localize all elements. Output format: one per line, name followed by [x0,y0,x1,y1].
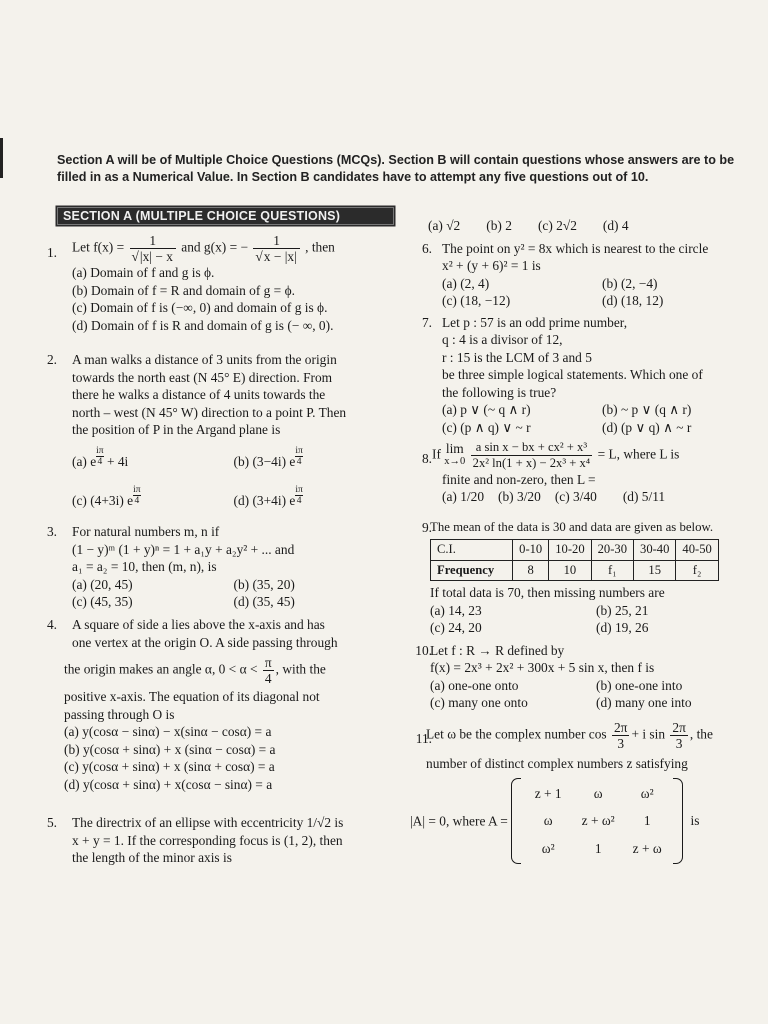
option-c: (c) y(cosα + sinα) + x (sinα + cosα) = a [64,759,275,774]
question-stem-line: north – west (N 45° W) direction to a point P. Then [72,404,347,420]
option-a: (a) one-one onto [430,677,519,693]
question-number: 5. [46,815,57,830]
option-a: (a) y(cosα − sinα) − x(sinα − cosα) = a [64,724,272,739]
question-stem: Let f(x) = $\frac{1}{√|x| - x}$ and g(x) = − $\frac{1}{√x - |x|}$ , then [72,233,335,264]
table-cell: f₁ [591,560,633,581]
option-c: (c) Domain of f is (−∞, 0) and domain of g is ϕ. [72,300,328,315]
option-d: (d) 4 [602,218,629,233]
question-number: 2. [46,352,57,367]
question-stem-line: Let f : R → R defined by [430,642,565,658]
option-a: (a) e $\frac{i\pi}{4} + 4i$ [72,445,129,469]
question-5 [35,814,395,867]
limit-fraction: $\frac{\text{a sin x − bx + cx² + x³}}{\text{2x² ln(1 + x) − 2x³ + x⁴}}$ [472,439,591,470]
question-stem-line: For natural numbers m, n if [72,524,220,539]
table-cell: 15 [634,560,676,581]
option-d: (d) (p ∨ q) ∧ ~ r [602,419,692,435]
question-stem-line: towards the north east (N 45° E) direction. From [72,369,333,385]
question-number: 11. [415,730,432,746]
question-number: 7. [421,314,432,330]
question-stem-line: x + y = 1. If the corresponding focus is (1, 2), then [72,832,343,848]
table-cell: C.I. [431,540,513,561]
question-number: 9. [421,519,432,535]
question-4 [35,616,395,806]
question-8 [410,440,762,519]
question-stem: Let ω be the complex number cos $\frac{2\pi}{3}$ + i sin $\frac{2\pi}{3}$ , the [426,719,713,751]
question-stem-line: x² + (y + 6)² = 1 is [442,258,541,273]
fraction-2pi-3: $\frac{2\pi}{3}$ [672,719,686,751]
table-cell: 10 [549,560,591,581]
question-stem-line: (1 − y)ᵐ (1 + y)ⁿ = 1 + a₁y + a₂y² + ... and [72,541,295,557]
option-b: (b) (2, −4) [602,275,658,291]
matrix-cell: ω [593,785,603,801]
option-c: (c) 24, 20 [430,620,482,635]
question-7 [410,314,762,440]
question-stem-line: The point on y² = 8x which is nearest to the circle [442,240,709,256]
table-cell: 0-10 [513,540,549,561]
fraction-2pi-3: $\frac{2\pi}{3}$ [613,719,628,751]
option-b: (b) (35, 20) [233,576,295,592]
table-cell: 10-20 [549,540,591,561]
table-cell: 20-30 [591,540,633,561]
table-cell: f₂ [676,560,718,581]
question-stem-line: q : 4 is a divisor of 12, [442,332,563,347]
question-number: 8. [421,450,432,466]
matrix-cell: ω² [541,840,555,856]
option-c: (c) (4+3i) e $\frac{i\pi}{4}$ [72,485,141,508]
question-stem-line: The mean of the data is 30 and data are given as below. [430,519,714,534]
instructions [57,152,757,186]
question-stem-line: the length of the minor axis is [72,850,232,865]
page-edge-mark [0,138,3,178]
question-stem-line: positive x-axis. The equation of its diagonal not [64,689,320,704]
fraction-f: $\frac{1}{√|x| - x}$ [130,233,176,264]
table-cell: 8 [513,560,549,581]
option-d: (d) 5/11 [622,489,666,504]
option-d: (d) (35, 45) [233,594,295,609]
option-a: (a) 1/20 [442,489,485,504]
fraction-pi-4: $\frac{\pi}{4}$ [264,655,272,686]
matrix-cell: ω [543,813,553,829]
matrix-a [511,778,683,864]
matrix-cell: 1 [594,840,602,856]
instructions-line-1: Section A will be of Multiple Choice Questions (MCQs). Section B will contain questions whose answers are to be [57,153,735,167]
option-d: (d) Domain of f is R and domain of g is (− ∞, 0). [72,317,334,333]
question-stem-line: The directrix of an ellipse with eccentricity 1/√2 is [72,815,344,830]
table-cell: 30-40 [634,540,676,561]
question-number: 6. [421,240,432,256]
question-5-options [428,217,762,235]
option-a: (a) (2, 4) [442,275,490,291]
matrix-bracket-right [673,778,683,864]
option-c: (c) (45, 35) [72,594,133,609]
question-9 [410,519,762,642]
question-stem-line: there he walks a distance of 4 units towards the [72,387,326,402]
question-stem-line: one vertex at the origin O. A side passing through [72,634,338,650]
question-2 [35,351,395,523]
question-stem-line: Let p : 57 is an odd prime number, [442,314,628,330]
option-c: (c) (p ∧ q) ∨ ~ r [442,419,531,435]
question-stem-line: f(x) = 2x³ + 2x² + 300x + 5 sin x, then f is [430,660,655,675]
limit-symbol: lim x→0 [444,441,466,467]
question-number: 3. [46,524,57,539]
question-stem-line: A man walks a distance of 3 units from the origin [72,352,337,367]
question-number: 1. [46,245,57,260]
option-d: (d) 19, 26 [596,620,649,635]
question-stem-line: If total data is 70, then missing numbers are [430,585,665,600]
option-b: (b) 2 [486,218,512,233]
option-b: (b) 3/20 [498,489,541,504]
question-stem-line: a₁ = a₂ = 10, then (m, n), is [72,559,217,574]
question-stem-line: passing through O is [64,706,175,722]
option-b: (b) Domain of f = R and domain of g = ϕ. [72,282,295,298]
question-10 [410,642,762,720]
option-b: (b) 25, 21 [596,602,649,618]
instructions-line-2: filled in as a Numerical Value. In Section B candidates have to attempt any five questions out of 10. [57,170,649,184]
question-stem-line: r : 15 is the LCM of 3 and 5 [442,349,592,365]
option-b: (b) y(cosα + sinα) + x (sinα − cosα) = a [64,741,276,757]
option-a: (a) Domain of f and g is ϕ. [72,265,215,280]
option-d: (d) (18, 12) [602,293,664,308]
question-stem-line: be three simple logical statements. Which one of [442,367,703,382]
option-b: (b) ~ p ∨ (q ∧ r) [602,402,692,417]
option-c: (c) (18, −12) [442,293,511,308]
option-d: (d) many one into [596,695,692,710]
frequency-table [430,539,719,581]
question-stem-line: the position of P in the Argand plane is [72,422,281,437]
question-11 [410,720,762,865]
question-stem-line: the following is true? [442,384,557,400]
question-number: 10. [415,642,432,658]
question-stem-line: finite and non-zero, then L = [442,471,596,487]
option-d: (d) y(cosα + sinα) + x(cosα − sinα) = a [64,776,273,792]
question-3 [35,523,395,616]
table-cell: Frequency [431,560,513,581]
fraction-g: $\frac{1}{√x - |x|}$ [253,233,299,264]
matrix-cell: ω² [640,785,654,801]
question-stem-line: the origin makes an angle α, 0 < α < $\frac{\pi}{4}$ , with the [64,655,326,686]
option-a: (a) (20, 45) [72,576,133,592]
matrix-cell: z + 1 [534,785,562,801]
option-a: (a) p ∨ (~ q ∧ r) [442,402,531,417]
question-stem-line: A square of side a lies above the x-axis and has [72,617,325,632]
option-b: (b) one-one into [596,677,683,693]
question-6 [410,240,762,314]
question-1 [35,233,395,351]
question-number: 4. [46,617,57,632]
option-a: (a) 14, 23 [430,602,482,618]
matrix-cell: z + ω² [581,813,615,829]
option-c: (c) 2√2 [537,218,577,233]
question-stem-line: |A| = 0, where A = z + 1 ω ω² ω z + ω² 1 ω² 1 z + ω is [410,778,762,864]
left-column [35,233,395,867]
matrix-cell: 1 [643,813,651,829]
matrix-bracket-left [511,778,521,864]
table-row [431,560,719,581]
table-cell: 40-50 [676,540,718,561]
option-d: (d) (3+4i) e $\frac{i\pi}{4}$ [233,485,303,508]
question-stem: If lim x→0 $\frac{\text{a sin x − bx + cx² + x³}}{\text{2x² ln(1 + x) − 2x³ + x⁴}}$ = L, where L is [432,439,680,470]
section-heading: SECTION A (MULTIPLE CHOICE QUESTIONS) [57,207,394,225]
option-c: (c) many one onto [430,695,528,710]
option-a: (a) √2 [428,218,461,233]
table-row [431,540,719,561]
right-column [410,217,762,864]
option-b: (b) (3−4i) e $\frac{i\pi}{4}$ [233,445,303,469]
question-stem-line: number of distinct complex numbers z satisfying [426,755,688,771]
option-c: (c) 3/40 [554,489,597,504]
matrix-cell: z + ω [632,840,662,856]
